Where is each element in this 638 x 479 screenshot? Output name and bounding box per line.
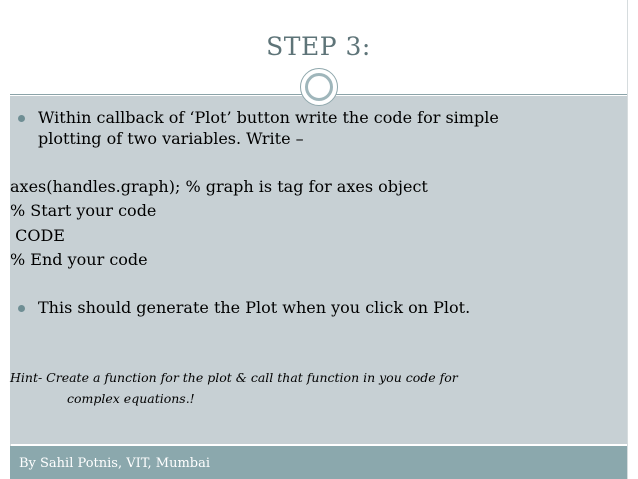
content-area	[10, 94, 627, 444]
footer-band	[10, 446, 627, 479]
footer-credit: By Sahil Potnis, VIT, Mumbai	[19, 456, 211, 471]
hint-line-2: complex equations.!	[67, 391, 195, 406]
slide	[10, 0, 627, 479]
ring-ornament-icon	[300, 68, 338, 106]
code-line-2: % Start your code	[10, 201, 157, 220]
bullet2-text: This should generate the Plot when you click on Plot.	[38, 298, 471, 317]
bullet-icon	[18, 305, 25, 312]
slide-title: STEP 3:	[266, 32, 371, 61]
bullet1-line1: Within callback of ‘Plot’ button write the code for simple	[38, 108, 499, 127]
hint-line-1: Hint- Create a function for the plot & call that function in you code for	[10, 370, 458, 385]
code-line-1: axes(handles.graph); % graph is tag for axes object	[10, 177, 428, 196]
right-border	[627, 0, 628, 479]
code-line-4: % End your code	[10, 250, 148, 269]
bullet-icon	[18, 115, 25, 122]
bullet1-line2: plotting of two variables. Write –	[38, 129, 304, 148]
code-line-3: CODE	[10, 226, 65, 245]
